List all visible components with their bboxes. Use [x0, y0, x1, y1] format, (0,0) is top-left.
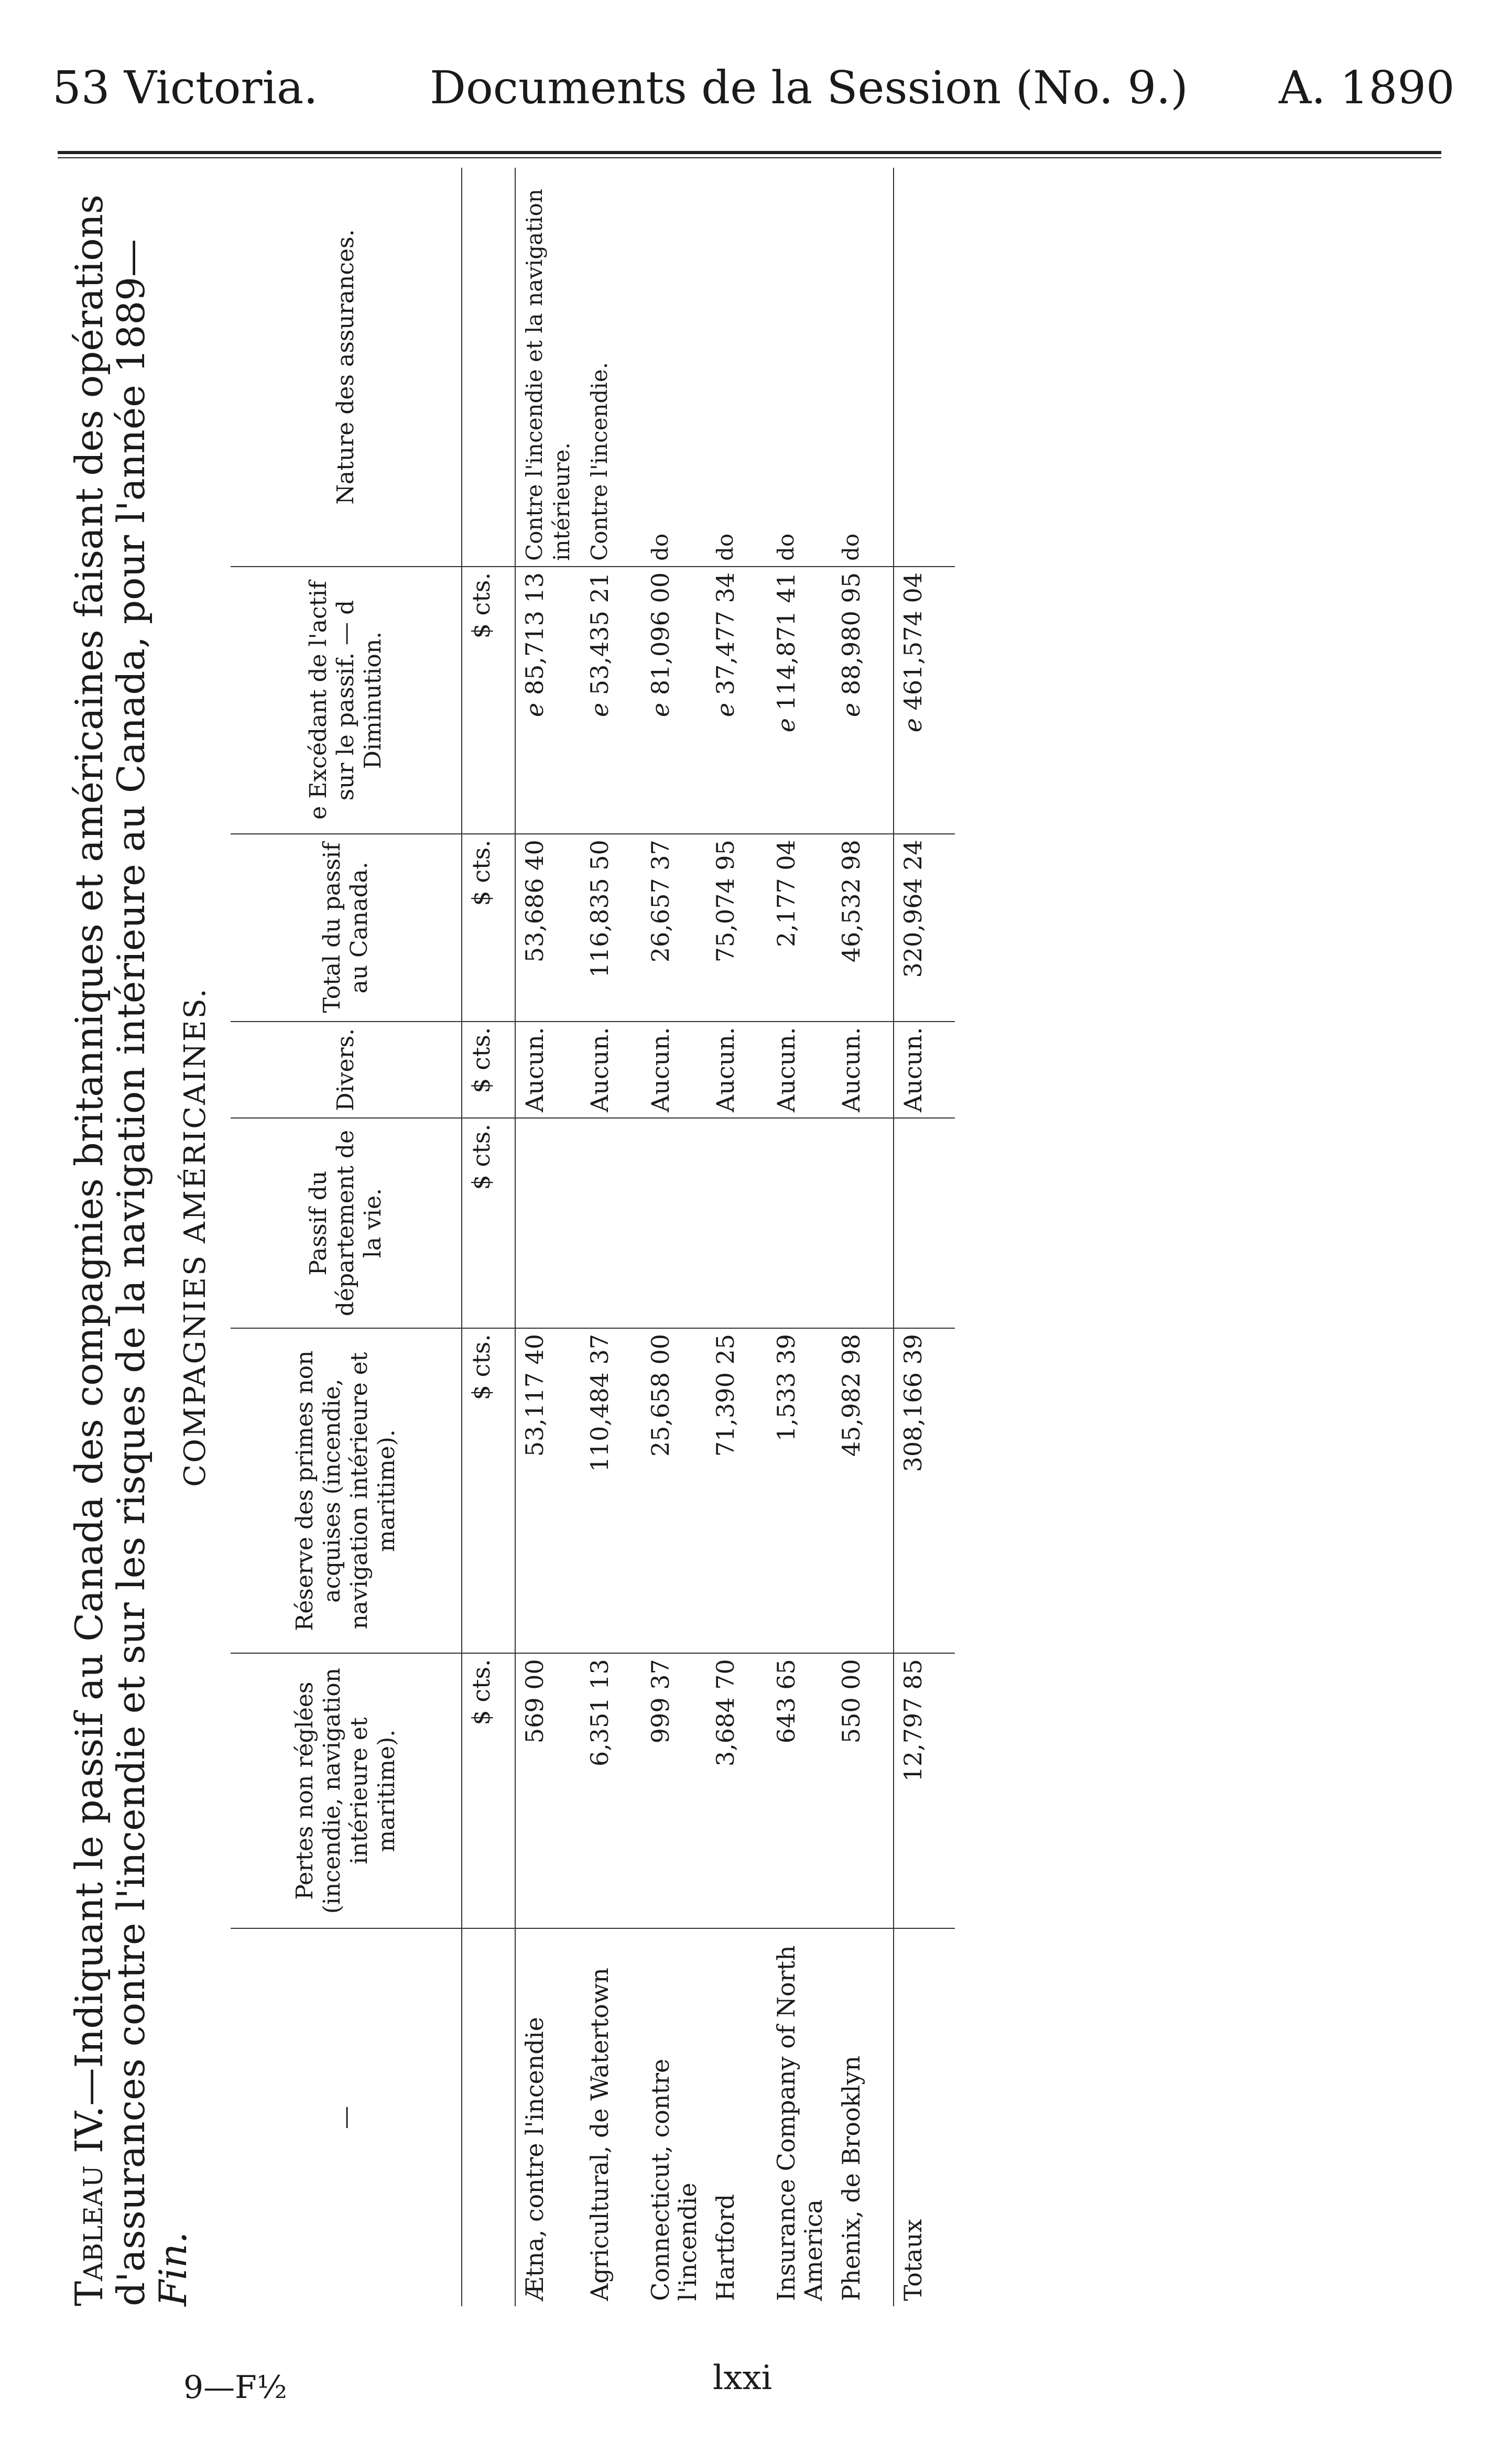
excedant-value [832, 567, 894, 834]
col-header-company: — [231, 1928, 462, 2306]
company-name: Connecticut, contre l'incendie [646, 2058, 702, 2301]
table-title-fin: Fin. [151, 2231, 195, 2306]
pertes-value: 569 00 [515, 1653, 581, 1928]
unit-cell: $ cts. [462, 1022, 515, 1118]
company-name: Ætna, contre l'incendie [520, 2017, 549, 2301]
reserve-value: 25,658 00 [641, 1328, 706, 1653]
divers-value: Aucun. [515, 1022, 581, 1118]
excedant-flag: e [711, 702, 739, 717]
col-header-total: Total du passif au Canada. [231, 834, 462, 1021]
total-value: 116,835 50 [581, 834, 641, 1021]
excedant-amount: 114,871 41 [772, 572, 800, 711]
table-row [515, 168, 581, 2306]
rotated-table-block [68, 168, 970, 2306]
unit-cell: $ cts. [462, 834, 515, 1021]
excedant-value [641, 567, 706, 834]
table-subtitle: COMPAGNIES AMÉRICAINES. [178, 987, 212, 1487]
col-header-reserve: Réserve des primes non acquises (incendie, navigation intérieure et maritime). [231, 1328, 462, 1653]
total-divers: Aucun. [894, 1022, 955, 1118]
header-year: A. 1890 [1279, 62, 1455, 114]
reserve-value: 110,484 37 [581, 1328, 641, 1653]
total-pertes: 12,797 85 [894, 1653, 955, 1928]
totals-row [894, 168, 955, 2306]
total-passif: 320,964 24 [894, 834, 955, 1021]
nature-value: Contre l'incendie. [581, 168, 641, 567]
header-rule-thin [58, 157, 1441, 158]
table-title-text: —Indiquant le passif au Canada des compagnies britanniques et américaines faisant des opérations d'assurances contre l'incendie et sur les risques de la navigation intérieure au Canada, pour l'année 1889— [67, 194, 153, 2306]
nature-value: Contre l'incendie et la navigation intérieure. [515, 168, 581, 567]
unit-cell [462, 168, 515, 567]
nature-value: do [641, 168, 706, 567]
total-value: 46,532 98 [832, 834, 894, 1021]
total-value: 2,177 04 [767, 834, 832, 1021]
unit-cell: $ cts. [462, 1653, 515, 1928]
excedant-amount: 53,435 21 [585, 572, 614, 696]
reserve-value: 71,390 25 [706, 1328, 767, 1653]
company-name: Agricultural, de Watertown [585, 1968, 614, 2301]
footer-signature-code: 9—F½ [183, 2369, 287, 2406]
col-header-passif-vie: Passif du département de la vie. [231, 1118, 462, 1328]
unit-cell [462, 1928, 515, 2306]
excedant-flag: e [646, 702, 675, 717]
passif-vie-value [641, 1118, 706, 1328]
pertes-value: 6,351 13 [581, 1653, 641, 1928]
table-title-lead: Tableau IV. [67, 2105, 111, 2306]
excedant-amount: 85,713 13 [520, 572, 549, 696]
passif-vie-value [581, 1118, 641, 1328]
header-session-year: 53 Victoria. [52, 62, 318, 114]
nature-value: do [832, 168, 894, 567]
company-name: Insurance Company of North America [772, 1945, 828, 2301]
table-row [581, 168, 641, 2306]
total-reserve: 308,166 39 [894, 1328, 955, 1653]
excedant-flag: e [520, 702, 549, 717]
unit-cell: $ cts. [462, 1118, 515, 1328]
divers-value: Aucun. [641, 1022, 706, 1118]
divers-value: Aucun. [767, 1022, 832, 1118]
total-excedant-amount: 461,574 04 [899, 572, 927, 711]
passif-vie-value [515, 1118, 581, 1328]
divers-value: Aucun. [706, 1022, 767, 1118]
col-header-pertes: Pertes non réglées (incendie, navigation intérieure et maritime). [231, 1653, 462, 1928]
table-header-row [231, 168, 462, 2306]
total-value: 75,074 95 [706, 834, 767, 1021]
pertes-value: 3,684 70 [706, 1653, 767, 1928]
excedant-amount: 37,477 34 [711, 572, 739, 696]
col-header-nature: Nature des assurances. [231, 168, 462, 567]
totals-label: Totaux [894, 1928, 955, 2306]
header-rule-thick [58, 151, 1441, 154]
excedant-flag: e [585, 702, 614, 717]
passif-vie-value [832, 1118, 894, 1328]
reserve-value: 45,982 98 [832, 1328, 894, 1653]
col-header-excedant: e Excédant de l'actif sur le passif. — d Diminution. [231, 567, 462, 834]
nature-value: do [767, 168, 832, 567]
reserve-value: 1,533 39 [767, 1328, 832, 1653]
total-nature [894, 168, 955, 567]
liabilities-table [231, 168, 955, 2306]
excedant-value [706, 567, 767, 834]
total-value: 53,686 40 [515, 834, 581, 1021]
passif-vie-value [767, 1118, 832, 1328]
table-row [832, 168, 894, 2306]
pertes-value: 999 37 [641, 1653, 706, 1928]
col-header-divers: Divers. [231, 1022, 462, 1118]
reserve-value: 53,117 40 [515, 1328, 581, 1653]
excedant-value [767, 567, 832, 834]
excedant-flag: e [772, 718, 800, 733]
total-value: 26,657 37 [641, 834, 706, 1021]
page-header [0, 0, 1501, 157]
footer-page-number: lxxi [713, 2359, 773, 2397]
nature-value: do [706, 168, 767, 567]
unit-cell: $ cts. [462, 1328, 515, 1653]
pertes-value: 643 65 [767, 1653, 832, 1928]
table-row [706, 168, 767, 2306]
total-excedant [894, 567, 955, 834]
table-row [641, 168, 706, 2306]
passif-vie-value [706, 1118, 767, 1328]
total-excedant-flag: e [899, 718, 927, 733]
table-units-row [462, 168, 515, 2306]
excedant-amount: 81,096 00 [646, 572, 675, 696]
divers-value: Aucun. [581, 1022, 641, 1118]
total-passif-vie [894, 1118, 955, 1328]
pertes-value: 550 00 [832, 1653, 894, 1928]
company-name: Hartford [711, 2194, 739, 2301]
unit-cell: $ cts. [462, 567, 515, 834]
table-title [68, 168, 194, 2306]
table-row [767, 168, 832, 2306]
company-name: Phenix, de Brooklyn [837, 2056, 865, 2301]
header-document-title: Documents de la Session (No. 9.) [430, 62, 1188, 114]
excedant-value [515, 567, 581, 834]
excedant-value [581, 567, 641, 834]
excedant-flag: e [837, 702, 865, 717]
excedant-amount: 88,980 95 [837, 572, 865, 696]
divers-value: Aucun. [832, 1022, 894, 1118]
